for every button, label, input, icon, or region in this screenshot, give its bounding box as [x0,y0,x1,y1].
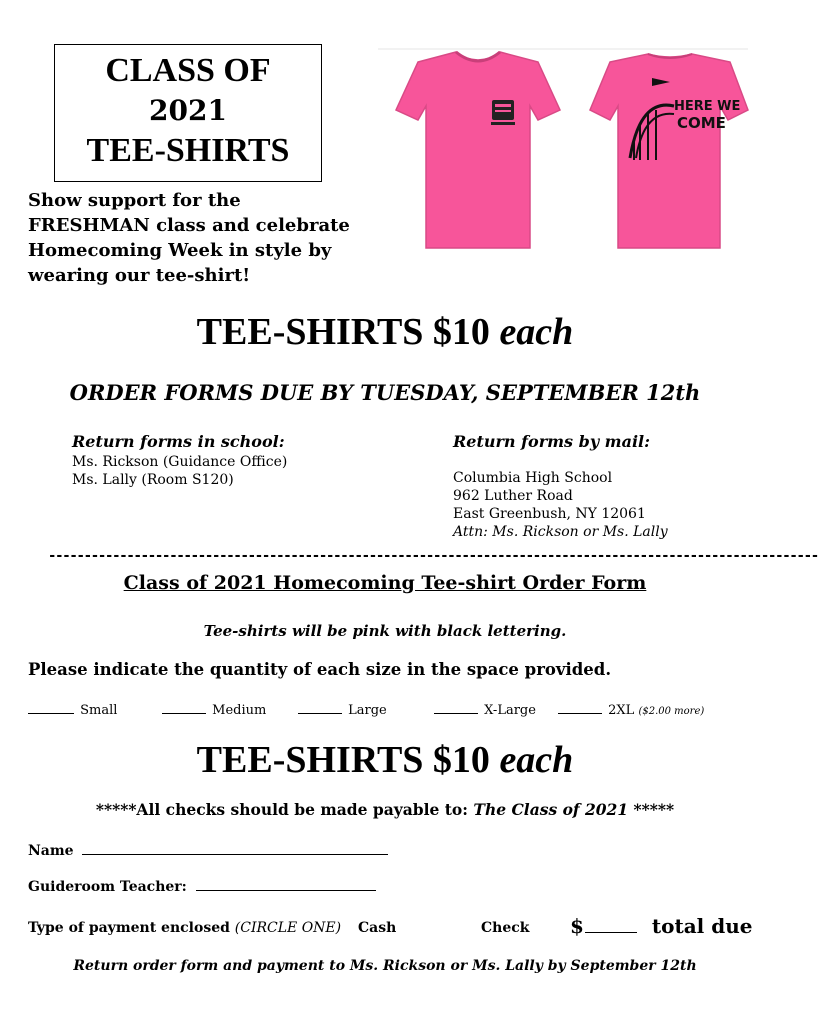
return-mail-heading: Return forms by mail: [453,432,651,451]
size-label: 2XL [608,703,635,718]
checks-prefix: *****All checks should be made payable to: [95,800,468,819]
quantity-blank[interactable] [28,702,74,714]
intro-text [28,188,388,288]
shirt-front [396,52,560,248]
teacher-label: Guideroom Teacher: [28,879,187,895]
total-label: total due [651,914,753,938]
return-mail-section [453,432,668,541]
title-line-2: 2021 [149,94,227,127]
price-headline-each: each [499,739,574,781]
quantity-blank[interactable] [434,702,478,714]
size-xlarge-field[interactable] [434,702,536,718]
teacher-blank[interactable] [196,878,376,891]
teacher-field[interactable] [28,878,376,895]
size-label: Small [80,703,118,718]
intro-line: FRESHMAN class and celebrate [28,215,350,236]
intro-line: Homecoming Week in style by [28,240,332,261]
intro-line: wearing our tee-shirt! [28,265,251,286]
size-medium-field[interactable] [162,702,266,718]
size-extra-cost: ($2.00 more) [638,706,705,717]
intro-line: Show support for the [28,190,241,211]
return-school-section [72,432,287,489]
price-headline-main: TEE-SHIRTS $10 [196,311,490,353]
size-label: Large [348,703,387,718]
return-mail-line: 962 Luther Road [453,488,573,504]
cut-line-divider: ------------------------------------------------------------------------------------------------------------ [48,548,818,564]
price-headline-each: each [499,311,574,353]
payment-option-check[interactable]: Check [481,920,530,936]
name-field[interactable] [28,842,388,859]
shirt-color-note: Tee-shirts will be pink with black lettering. [203,622,567,640]
return-school-line: Ms. Lally (Room S120) [72,472,234,488]
price-headline-top [0,310,770,354]
return-mail-line: Columbia High School [453,470,613,486]
checks-payable-note [0,800,770,819]
checks-payee: The Class of 2021 [473,800,629,819]
return-instruction-footer: Return order form and payment to Ms. Rickson or Ms. Lally by September 12th [73,958,697,974]
quantity-blank[interactable] [558,702,602,714]
payment-circle-instruction: (CIRCLE ONE) [234,920,342,936]
shirt-back-text-line1: HERE WE [674,99,741,114]
payment-type-row [28,920,341,936]
total-symbol: $ [570,914,584,938]
return-mail-attn: Attn: Ms. Rickson or Ms. Lally [453,524,668,540]
quantity-blank[interactable] [298,702,342,714]
size-2xl-field[interactable] [558,702,704,718]
size-instruction: Please indicate the quantity of each size in the space provided. [28,660,612,679]
payment-label: Type of payment enclosed [28,920,230,936]
due-notice: ORDER FORMS DUE BY TUESDAY, SEPTEMBER 12th [69,380,701,405]
quantity-blank[interactable] [162,702,206,714]
title-box [54,44,322,182]
shirt-back [590,54,748,248]
price-headline-main: TEE-SHIRTS $10 [196,739,490,781]
total-blank[interactable] [585,916,637,933]
size-small-field[interactable] [28,702,117,718]
size-label: Medium [212,703,267,718]
price-headline-bottom [0,738,770,782]
return-mail-line: East Greenbush, NY 12061 [453,506,646,522]
name-label: Name [28,843,74,859]
return-school-heading: Return forms in school: [72,432,285,451]
name-blank[interactable] [82,842,388,855]
title-line-3: TEE-SHIRTS [86,132,290,169]
title-line-1: CLASS OF [105,52,271,89]
tee-shirt-image [378,48,748,258]
checks-suffix: ***** [633,800,675,819]
payment-option-cash[interactable]: Cash [358,920,397,936]
size-large-field[interactable] [298,702,387,718]
return-school-line: Ms. Rickson (Guidance Office) [72,454,288,470]
order-form-title: Class of 2021 Homecoming Tee-shirt Order Form [123,572,647,594]
size-label: X-Large [484,703,536,718]
shirt-back-text-line2: COME [677,114,726,132]
total-due-field[interactable] [570,914,752,938]
